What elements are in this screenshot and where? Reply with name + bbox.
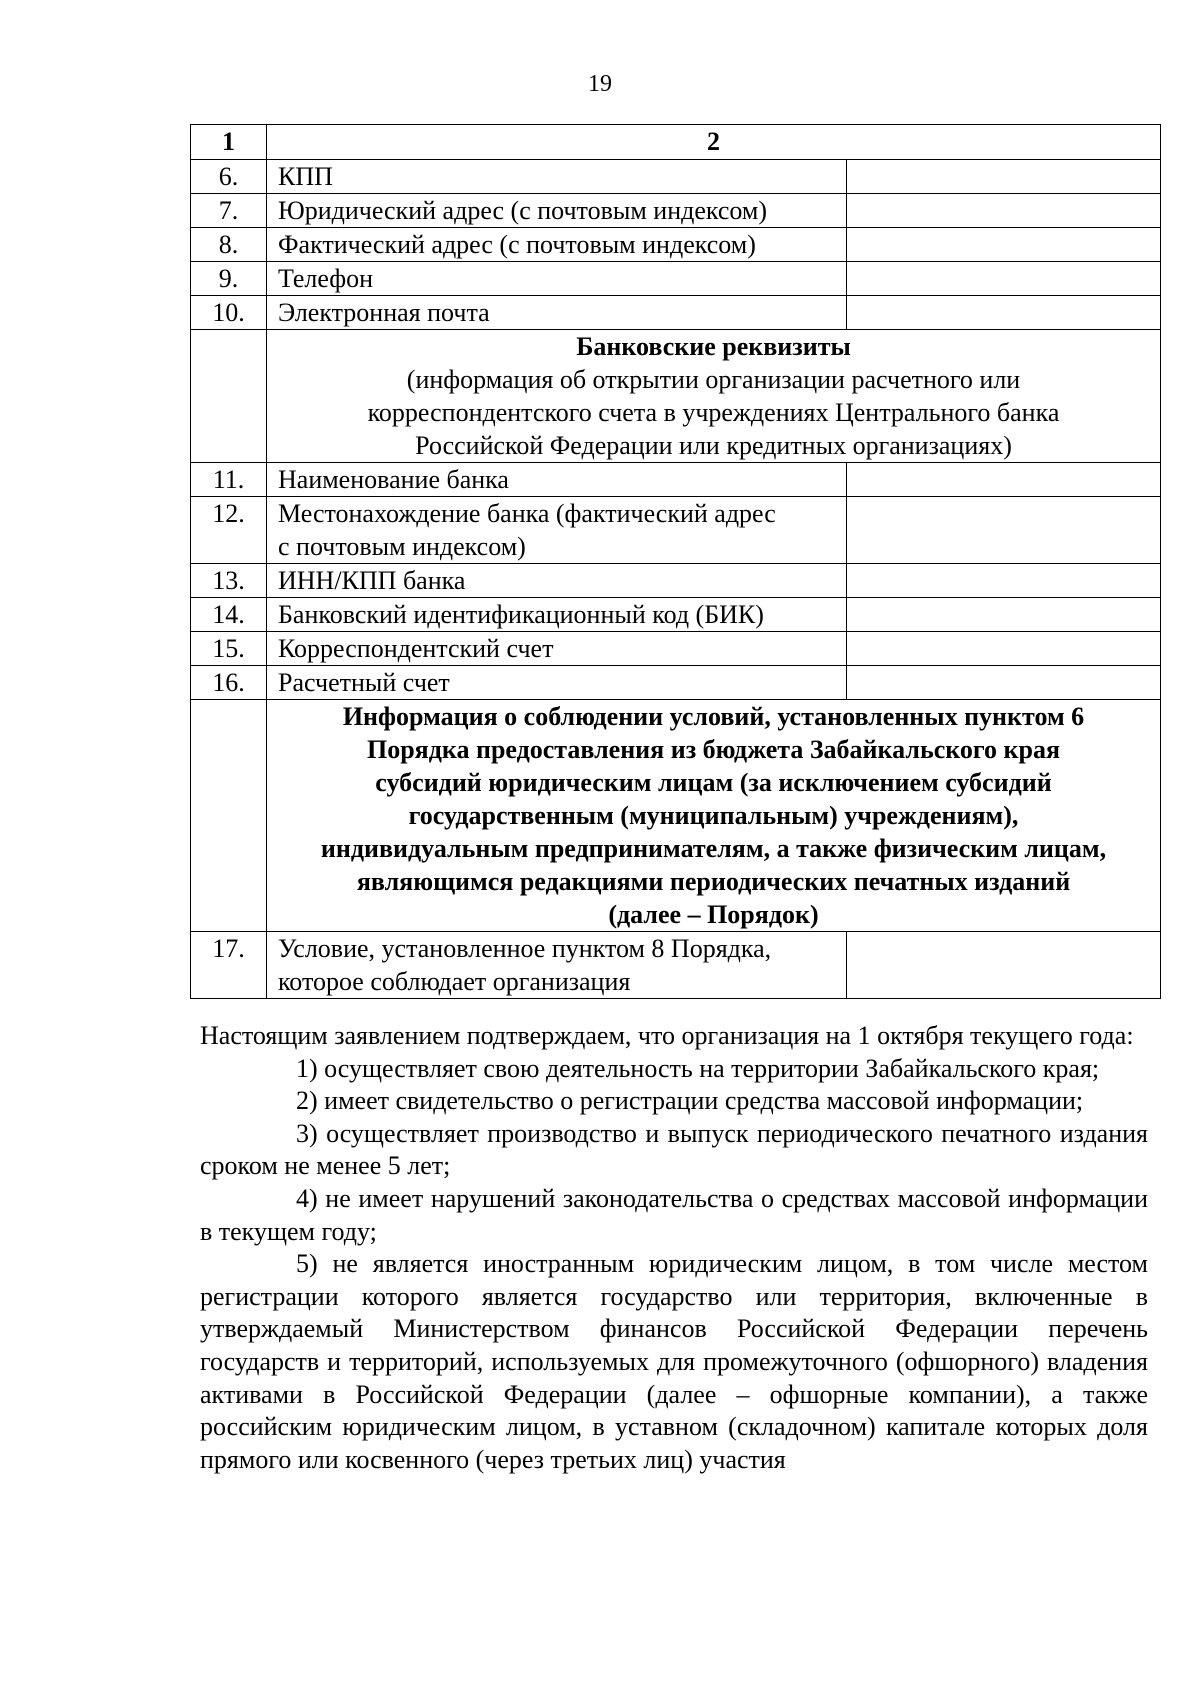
section-title-line: Информация о соблюдении условий, установленных пунктом 6 bbox=[342, 702, 1085, 731]
empty-number-cell bbox=[191, 700, 267, 932]
empty-number-cell bbox=[191, 330, 267, 463]
row-label: Корреспондентский счет bbox=[267, 632, 847, 666]
value-cell bbox=[847, 194, 1161, 228]
table-header-row bbox=[191, 125, 1161, 160]
value-cell bbox=[847, 160, 1161, 194]
section-title-line: индивидуальным предпринимателям, а также физическим лицам, bbox=[320, 834, 1107, 863]
table-row bbox=[191, 666, 1161, 700]
row-label-line: которое соблюдает организация bbox=[278, 967, 631, 996]
table-row bbox=[191, 262, 1161, 296]
condition-item: 2) имеет свидетельство о регистрации средства массовой информации; bbox=[296, 1086, 1084, 1116]
row-label: КПП bbox=[267, 160, 847, 194]
table-row bbox=[191, 497, 1161, 564]
conditions-section-row bbox=[191, 700, 1161, 932]
table-row bbox=[191, 598, 1161, 632]
bank-details-section bbox=[267, 330, 1161, 463]
row-label-line: Условие, установленное пунктом 8 Порядка, bbox=[278, 934, 772, 963]
section-title-line: субсидий юридическим лицам (за исключением субсидий bbox=[375, 768, 1052, 797]
row-label: Банковский идентификационный код (БИК) bbox=[267, 598, 847, 632]
section-title-line: Порядка предоставления из бюджета Забайкальского края bbox=[366, 735, 1061, 764]
row-number: 17. bbox=[191, 932, 267, 999]
table-row bbox=[191, 564, 1161, 598]
row-number: 7. bbox=[191, 194, 267, 228]
value-cell bbox=[847, 932, 1161, 999]
value-cell bbox=[847, 296, 1161, 330]
row-label-line: Местонахождение банка (фактический адрес bbox=[278, 499, 776, 528]
table-row bbox=[191, 194, 1161, 228]
value-cell bbox=[847, 463, 1161, 497]
condition-item: 3) осуществляет производство и выпуск периодического печатного издания сроком не менее 5 лет; bbox=[200, 1118, 1148, 1181]
row-number: 15. bbox=[191, 632, 267, 666]
table-row bbox=[191, 228, 1161, 262]
table-row bbox=[191, 463, 1161, 497]
column-1-header: 1 bbox=[191, 125, 267, 160]
row-label bbox=[267, 932, 847, 999]
table-row bbox=[191, 632, 1161, 666]
row-label: Наименование банка bbox=[267, 463, 847, 497]
value-cell bbox=[847, 632, 1161, 666]
row-number: 13. bbox=[191, 564, 267, 598]
organization-details-table bbox=[190, 124, 1161, 999]
value-cell bbox=[847, 666, 1161, 700]
bank-details-section-row bbox=[191, 330, 1161, 463]
row-label: Электронная почта bbox=[267, 296, 847, 330]
confirmation-text bbox=[200, 1020, 1148, 1476]
value-cell bbox=[847, 228, 1161, 262]
section-title-line: являющимся редакциями периодических печатных изданий bbox=[356, 867, 1071, 896]
row-number: 10. bbox=[191, 296, 267, 330]
table-row bbox=[191, 932, 1161, 999]
row-label: Расчетный счет bbox=[267, 666, 847, 700]
condition-item: 1) осуществляет свою деятельность на территории Забайкальского края; bbox=[296, 1053, 1100, 1083]
row-label bbox=[267, 497, 847, 564]
row-label: Фактический адрес (с почтовым индексом) bbox=[267, 228, 847, 262]
column-2-header: 2 bbox=[267, 125, 1161, 160]
row-number: 14. bbox=[191, 598, 267, 632]
page-number: 19 bbox=[588, 71, 612, 97]
section-title-line: государственным (муниципальным) учреждениям), bbox=[408, 801, 1019, 830]
section-title: Банковские реквизиты bbox=[576, 332, 851, 361]
row-label: ИНН/КПП банка bbox=[267, 564, 847, 598]
section-description-line: Российской Федерации или кредитных организациях) bbox=[415, 431, 1012, 460]
row-number: 12. bbox=[191, 497, 267, 564]
conditions-section bbox=[267, 700, 1161, 932]
row-label: Телефон bbox=[267, 262, 847, 296]
row-label: Юридический адрес (с почтовым индексом) bbox=[267, 194, 847, 228]
row-number: 16. bbox=[191, 666, 267, 700]
value-cell bbox=[847, 598, 1161, 632]
section-description-line: (информация об открытии организации расчетного или bbox=[406, 365, 1021, 394]
row-number: 9. bbox=[191, 262, 267, 296]
row-label-line: с почтовым индексом) bbox=[278, 532, 526, 561]
table-row bbox=[191, 296, 1161, 330]
condition-item: 4) не имеет нарушений законодательства о средствах массовой информации в текущем году; bbox=[200, 1183, 1148, 1246]
intro-paragraph: Настоящим заявлением подтверждаем, что организация на 1 октября текущего года: bbox=[200, 1021, 1134, 1050]
value-cell bbox=[847, 497, 1161, 564]
row-number: 11. bbox=[191, 463, 267, 497]
value-cell bbox=[847, 564, 1161, 598]
section-description-line: корреспондентского счета в учреждениях Центрального банка bbox=[367, 398, 1060, 427]
section-title-line: (далее – Порядок) bbox=[608, 900, 819, 929]
value-cell bbox=[847, 262, 1161, 296]
table-row bbox=[191, 160, 1161, 194]
row-number: 6. bbox=[191, 160, 267, 194]
condition-item: 5) не является иностранным юридическим лицом, в том числе местом регистрации которого является государство или территория, включенные в утверждаемый Министерством финансов Российской Федерации перечень государств и территорий, используемых для промежуточного (офшорного) владения активами в Российской Федерации (далее – офшорные компании), а также российским юридическим лицом, в уставном (складочном) капитале которых доля прямого или косвенного (через третьих лиц) участия bbox=[200, 1249, 1148, 1474]
row-number: 8. bbox=[191, 228, 267, 262]
